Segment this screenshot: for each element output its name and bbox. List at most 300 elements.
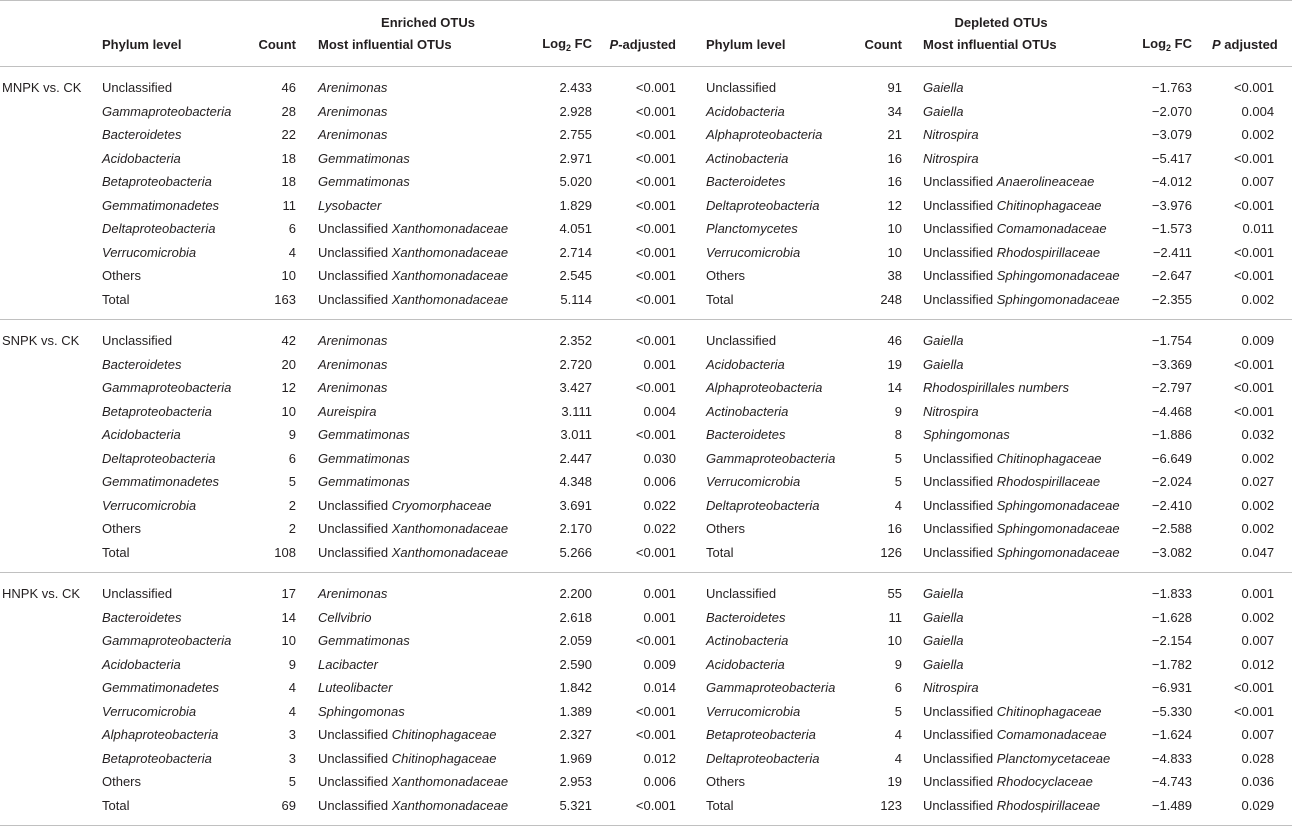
depleted-otu [910, 794, 1128, 826]
otu-name: Arenimonas [318, 380, 388, 396]
enriched-phylum: Betaproteobacteria [102, 403, 212, 419]
depleted-phylum: Actinobacteria [706, 633, 789, 649]
enriched-phylum: Verrucomicrobia [102, 497, 197, 513]
table-row [0, 700, 1292, 724]
depleted-p-adjusted: 0.007 [1241, 727, 1275, 743]
depleted-phylum: Deltaproteobacteria [706, 197, 820, 213]
enriched-p-adjusted: <0.001 [635, 797, 677, 813]
otu-name: Chitinophagaceae [391, 727, 497, 743]
table-row [0, 770, 1292, 794]
depleted-count: 21 [887, 127, 903, 143]
enriched-log-fc: 2.447 [559, 450, 592, 466]
depleted-p-adjusted: <0.001 [1233, 403, 1275, 419]
enriched-phylum: Unclassified [102, 333, 173, 349]
depleted-count: 46 [887, 333, 903, 349]
enriched-phylum: Betaproteobacteria [102, 174, 212, 190]
enriched-log-fc: 3.111 [561, 403, 592, 419]
depleted-log-fc: −1.573 [1151, 221, 1193, 237]
depleted-phylum: Gammaproteobacteria [706, 680, 836, 696]
enriched-count: 9 [288, 656, 296, 672]
enriched-phylum: Gemmatimonadetes [102, 680, 220, 696]
enriched-log-fc: 2.590 [559, 656, 592, 672]
table-row [0, 217, 1292, 241]
depleted-log-fc: −2.154 [1151, 633, 1193, 649]
depleted-count: 19 [887, 356, 903, 372]
comparison-label [0, 376, 96, 400]
enriched-p-adjusted: <0.001 [635, 544, 677, 560]
otu-prefix: Unclassified [318, 797, 392, 813]
depleted-log-fc: −1.628 [1151, 609, 1193, 625]
depleted-count: 55 [887, 586, 903, 602]
comparison-label [0, 770, 96, 794]
otu-name: Xanthomonadaceae [391, 244, 509, 260]
enriched-otu [308, 629, 520, 653]
otu-name: Arenimonas [318, 80, 388, 96]
enriched-otu [308, 170, 520, 194]
col-phylum-depleted: Phylum level [706, 36, 786, 52]
otu-name: Sphingomonadaceae [996, 521, 1120, 537]
depleted-p-adjusted: 0.002 [1241, 450, 1275, 466]
enriched-phylum: Gammaproteobacteria [102, 380, 232, 396]
otu-prefix: Unclassified [923, 197, 997, 213]
enriched-log-fc: 2.059 [559, 633, 592, 649]
comparison-group [0, 67, 1292, 320]
table-row [0, 147, 1292, 171]
table-row [0, 629, 1292, 653]
depleted-log-fc: −3.079 [1151, 127, 1193, 143]
comparison-label [0, 606, 96, 630]
enriched-p-adjusted: <0.001 [635, 291, 677, 307]
depleted-p-adjusted: 0.011 [1242, 221, 1275, 237]
depleted-p-adjusted: 0.028 [1241, 750, 1275, 766]
comparison-label [0, 794, 96, 826]
comparison-label [0, 264, 96, 288]
col-log-fc-depleted: Log$_2$ FC [1142, 35, 1193, 53]
otu-name: Sphingomonadaceae [996, 544, 1120, 560]
otu-name: Sphingomonadaceae [996, 268, 1120, 284]
depleted-count: 5 [894, 474, 903, 490]
otu-prefix: Unclassified [318, 774, 392, 790]
enriched-phylum: Verrucomicrobia [102, 703, 197, 719]
depleted-count: 16 [887, 150, 903, 166]
depleted-p-adjusted: 0.004 [1241, 103, 1275, 119]
depleted-phylum: Acidobacteria [706, 103, 785, 119]
table-row [0, 653, 1292, 677]
table-row [0, 353, 1292, 377]
depleted-log-fc: −4.012 [1151, 174, 1193, 190]
comparison-label: SNPK vs. CK [2, 333, 80, 349]
otu-name: Gaiella [923, 633, 964, 649]
otu-name: Chitinophagaceae [996, 703, 1102, 719]
depleted-count: 10 [887, 244, 903, 260]
otu-name: Gemmatimonas [318, 633, 410, 649]
otu-prefix: Unclassified [923, 750, 997, 766]
depleted-p-adjusted: <0.001 [1233, 80, 1275, 96]
table-row [0, 100, 1292, 124]
depleted-p-adjusted: 0.027 [1241, 474, 1275, 490]
depleted-otu [910, 288, 1128, 320]
otu-name: Gaiella [923, 586, 964, 602]
enriched-count: 6 [288, 221, 296, 237]
depleted-phylum: Unclassified [706, 80, 777, 96]
depleted-count: 38 [887, 268, 903, 284]
depleted-log-fc: −4.468 [1151, 403, 1193, 419]
enriched-phylum: Gemmatimonadetes [102, 474, 220, 490]
enriched-otu [308, 676, 520, 700]
enriched-otu [308, 147, 520, 171]
depleted-count: 4 [894, 497, 903, 513]
enriched-otu [308, 217, 520, 241]
enriched-log-fc: 2.714 [559, 244, 592, 260]
table-row [0, 400, 1292, 424]
enriched-otu [308, 470, 520, 494]
depleted-phylum: Total [706, 544, 734, 560]
depleted-p-adjusted: <0.001 [1233, 703, 1275, 719]
otu-name: Gemmatimonas [318, 450, 410, 466]
table-row [0, 723, 1292, 747]
depleted-p-adjusted: 0.029 [1241, 797, 1275, 813]
comparison-label [0, 747, 96, 771]
enriched-count: 18 [281, 150, 296, 166]
enriched-log-fc: 3.011 [560, 427, 592, 443]
enriched-p-adjusted: 0.012 [643, 750, 677, 766]
otu-name: Sphingomonadaceae [996, 497, 1120, 513]
enriched-phylum: Deltaproteobacteria [102, 221, 216, 237]
depleted-p-adjusted: <0.001 [1233, 680, 1275, 696]
table-row [0, 320, 1292, 353]
depleted-phylum: Bacteroidetes [706, 427, 786, 443]
depleted-count: 9 [894, 656, 903, 672]
table-row [0, 573, 1292, 606]
enriched-count: 20 [281, 356, 296, 372]
depleted-count: 8 [894, 427, 903, 443]
otu-name: Rhodospirillales numbers [923, 380, 1069, 396]
depleted-log-fc: −1.754 [1151, 333, 1193, 349]
otu-prefix: Unclassified [923, 544, 997, 560]
depleted-otu [910, 400, 1128, 424]
depleted-otu [910, 747, 1128, 771]
depleted-log-fc: −4.743 [1151, 774, 1193, 790]
enriched-p-adjusted: 0.001 [643, 609, 677, 625]
col-otu: Most influential OTUs [318, 36, 452, 52]
otu-name: Nitrospira [923, 150, 979, 166]
depleted-p-adjusted: <0.001 [1233, 244, 1275, 260]
table-row [0, 606, 1292, 630]
otu-prefix: Unclassified [318, 268, 392, 284]
enriched-p-adjusted: <0.001 [635, 633, 677, 649]
otu-name: Arenimonas [318, 103, 388, 119]
enriched-phylum: Bacteroidetes [102, 127, 182, 143]
otu-name: Rhodospirillaceae [996, 244, 1101, 260]
depleted-phylum: Alphaproteobacteria [706, 380, 823, 396]
enriched-log-fc: 1.389 [559, 703, 592, 719]
enriched-otu [308, 700, 520, 724]
otu-prefix: Unclassified [318, 221, 392, 237]
depleted-otu [910, 67, 1128, 100]
enriched-phylum: Gemmatimonadetes [102, 197, 220, 213]
enriched-log-fc: 3.427 [559, 380, 592, 396]
enriched-p-adjusted: <0.001 [635, 197, 677, 213]
comparison-label: HNPK vs. CK [2, 586, 81, 602]
depleted-log-fc: −1.833 [1151, 586, 1193, 602]
enriched-p-adjusted: 0.001 [643, 356, 677, 372]
depleted-phylum: Bacteroidetes [706, 609, 786, 625]
depleted-log-fc: −2.355 [1151, 291, 1193, 307]
enriched-otu [308, 573, 520, 606]
otu-name: Xanthomonadaceae [391, 797, 509, 813]
depleted-phylum: Others [706, 268, 746, 284]
depleted-p-adjusted: 0.007 [1241, 174, 1275, 190]
otu-name: Planctomycetaceae [996, 750, 1111, 766]
enriched-phylum: Total [102, 797, 130, 813]
otu-name: Xanthomonadaceae [391, 521, 509, 537]
enriched-p-adjusted: 0.030 [643, 450, 677, 466]
otu-name: Luteolibacter [318, 680, 393, 696]
otu-name: Lacibacter [318, 656, 378, 672]
enriched-count: 10 [281, 403, 296, 419]
otu-prefix: Unclassified [923, 174, 997, 190]
enriched-count: 69 [281, 797, 296, 813]
enriched-count: 28 [281, 103, 296, 119]
enriched-otu [308, 494, 520, 518]
enriched-log-fc: 2.200 [559, 586, 592, 602]
enriched-count: 3 [288, 750, 296, 766]
depleted-otu [910, 264, 1128, 288]
enriched-p-adjusted: <0.001 [635, 174, 677, 190]
enriched-phylum: Acidobacteria [102, 150, 181, 166]
enriched-count: 5 [288, 474, 296, 490]
enriched-count: 12 [281, 380, 296, 396]
otu-name: Rhodocyclaceae [996, 774, 1093, 790]
table-row [0, 67, 1292, 100]
enriched-p-adjusted: 0.001 [643, 586, 677, 602]
comparison-label [0, 423, 96, 447]
enriched-p-adjusted: <0.001 [635, 80, 677, 96]
enriched-count: 18 [281, 174, 296, 190]
depleted-count: 9 [894, 403, 903, 419]
enriched-otu [308, 794, 520, 826]
depleted-otu [910, 470, 1128, 494]
enriched-p-adjusted: 0.004 [643, 403, 677, 419]
depleted-otu [910, 100, 1128, 124]
otu-name: Gaiella [923, 333, 964, 349]
depleted-otu [910, 606, 1128, 630]
depleted-phylum: Acidobacteria [706, 356, 785, 372]
comparison-label [0, 676, 96, 700]
enriched-log-fc: 2.953 [559, 774, 592, 790]
enriched-p-adjusted: <0.001 [635, 244, 677, 260]
table-row [0, 423, 1292, 447]
depleted-phylum: Actinobacteria [706, 150, 789, 166]
otu-name: Gaiella [923, 609, 964, 625]
enriched-log-fc: 5.266 [559, 544, 592, 560]
comparison-label [0, 470, 96, 494]
depleted-p-adjusted: <0.001 [1233, 268, 1275, 284]
otu-name: Arenimonas [318, 127, 388, 143]
depleted-otu [910, 194, 1128, 218]
otu-name: Gaiella [923, 656, 964, 672]
enriched-count: 11 [282, 197, 296, 213]
enriched-otu [308, 517, 520, 541]
depleted-otu [910, 123, 1128, 147]
otu-name: Arenimonas [318, 586, 388, 602]
depleted-phylum: Others [706, 521, 746, 537]
enriched-otu [308, 67, 520, 100]
comparison-label [0, 494, 96, 518]
enriched-phylum: Unclassified [102, 80, 173, 96]
enriched-otu [308, 353, 520, 377]
enriched-count: 22 [281, 127, 296, 143]
otu-prefix: Unclassified [923, 497, 997, 513]
enriched-log-fc: 3.691 [559, 497, 592, 513]
otu-prefix: Unclassified [923, 727, 997, 743]
enriched-p-adjusted: <0.001 [635, 427, 677, 443]
enriched-otu [308, 123, 520, 147]
comparison-label [0, 353, 96, 377]
comparison-label [0, 288, 96, 320]
enriched-phylum: Bacteroidetes [102, 356, 182, 372]
enriched-phylum: Gammaproteobacteria [102, 103, 232, 119]
enriched-log-fc: 2.170 [559, 521, 592, 537]
depleted-phylum: Acidobacteria [706, 656, 785, 672]
enriched-count: 108 [274, 544, 296, 560]
depleted-phylum: Deltaproteobacteria [706, 750, 820, 766]
depleted-count: 14 [887, 380, 903, 396]
enriched-log-fc: 2.352 [559, 333, 592, 349]
depleted-log-fc: −2.411 [1152, 244, 1193, 260]
enriched-count: 17 [281, 586, 296, 602]
enriched-phylum: Verrucomicrobia [102, 244, 197, 260]
comparison-label [0, 723, 96, 747]
enriched-log-fc: 2.720 [559, 356, 592, 372]
enriched-otu [308, 194, 520, 218]
enriched-otu [308, 770, 520, 794]
enriched-p-adjusted: <0.001 [635, 103, 677, 119]
otu-name: Gemmatimonas [318, 427, 410, 443]
depleted-phylum: Betaproteobacteria [706, 727, 816, 743]
enriched-p-adjusted: <0.001 [635, 268, 677, 284]
comparison-label [0, 653, 96, 677]
depleted-otu [910, 629, 1128, 653]
depleted-p-adjusted: 0.012 [1241, 656, 1275, 672]
comparison-label [0, 447, 96, 471]
otu-prefix: Unclassified [923, 521, 997, 537]
depleted-otu [910, 700, 1128, 724]
otu-prefix: Unclassified [318, 291, 392, 307]
enriched-otu [308, 288, 520, 320]
depleted-log-fc: −1.624 [1151, 727, 1193, 743]
depleted-otu [910, 541, 1128, 573]
enriched-count: 163 [274, 291, 296, 307]
depleted-phylum: Gammaproteobacteria [706, 450, 836, 466]
comparison-label [0, 123, 96, 147]
enriched-otu [308, 653, 520, 677]
depleted-log-fc: −1.489 [1151, 797, 1193, 813]
otu-name: Arenimonas [318, 356, 388, 372]
depleted-p-adjusted: <0.001 [1233, 150, 1275, 166]
depleted-p-adjusted: 0.002 [1241, 497, 1275, 513]
depleted-p-adjusted: <0.001 [1233, 356, 1275, 372]
depleted-count: 16 [887, 521, 903, 537]
otu-prefix: Unclassified [318, 497, 392, 513]
otu-name: Chitinophagaceae [996, 197, 1102, 213]
depleted-log-fc: −2.797 [1151, 380, 1193, 396]
depleted-header: Depleted OTUs [700, 1, 1292, 31]
depleted-otu [910, 217, 1128, 241]
depleted-count: 6 [894, 680, 903, 696]
enriched-log-fc: 5.321 [559, 797, 592, 813]
depleted-p-adjusted: <0.001 [1233, 197, 1275, 213]
depleted-phylum: Verrucomicrobia [706, 703, 801, 719]
otu-name: Xanthomonadaceae [391, 544, 509, 560]
depleted-p-adjusted: 0.047 [1241, 544, 1275, 560]
depleted-phylum: Alphaproteobacteria [706, 127, 823, 143]
comparison-label [0, 147, 96, 171]
otu-name: Rhodospirillaceae [996, 797, 1101, 813]
table-row [0, 517, 1292, 541]
table-row [0, 676, 1292, 700]
col-phylum: Phylum level [102, 36, 182, 52]
comparison-label [0, 100, 96, 124]
depleted-phylum: Deltaproteobacteria [706, 497, 820, 513]
depleted-otu [910, 320, 1128, 353]
table-row [0, 447, 1292, 471]
depleted-count: 11 [888, 609, 903, 625]
depleted-log-fc: −2.024 [1151, 474, 1193, 490]
otu-name: Comamonadaceae [996, 221, 1107, 237]
depleted-log-fc: −1.782 [1151, 656, 1193, 672]
enriched-header: Enriched OTUs [96, 1, 700, 31]
enriched-log-fc: 2.327 [559, 727, 592, 743]
enriched-p-adjusted: 0.022 [643, 497, 677, 513]
col-p-adjusted-depleted: P adjusted [1212, 36, 1278, 52]
otu-prefix: Unclassified [318, 727, 392, 743]
enriched-log-fc: 2.433 [559, 80, 592, 96]
depleted-count: 10 [887, 221, 903, 237]
table-row [0, 376, 1292, 400]
enriched-otu [308, 447, 520, 471]
enriched-count: 10 [281, 268, 296, 284]
otu-prefix: Unclassified [923, 450, 997, 466]
depleted-p-adjusted: 0.009 [1241, 333, 1275, 349]
otu-name: Chitinophagaceae [996, 450, 1102, 466]
otu-name: Sphingomonadaceae [996, 291, 1120, 307]
otu-prefix: Unclassified [318, 521, 392, 537]
depleted-p-adjusted: 0.002 [1241, 609, 1275, 625]
enriched-p-adjusted: 0.006 [643, 774, 677, 790]
otu-prefix: Unclassified [923, 268, 997, 284]
enriched-log-fc: 2.755 [559, 127, 592, 143]
enriched-otu [308, 606, 520, 630]
enriched-phylum: Others [102, 774, 142, 790]
depleted-log-fc: −3.976 [1151, 197, 1193, 213]
depleted-phylum: Others [706, 774, 746, 790]
enriched-phylum: Alphaproteobacteria [102, 727, 219, 743]
enriched-p-adjusted: <0.001 [635, 221, 677, 237]
table-row [0, 194, 1292, 218]
depleted-otu [910, 494, 1128, 518]
depleted-phylum: Total [706, 291, 734, 307]
enriched-phylum: Betaproteobacteria [102, 750, 212, 766]
enriched-count: 5 [288, 774, 296, 790]
comparison-label [0, 517, 96, 541]
enriched-count: 10 [281, 633, 296, 649]
otu-name: Gemmatimonas [318, 150, 410, 166]
col-p-adjusted: P-adjusted [609, 36, 677, 52]
depleted-count: 5 [894, 703, 903, 719]
enriched-otu [308, 747, 520, 771]
depleted-phylum: Unclassified [706, 333, 777, 349]
